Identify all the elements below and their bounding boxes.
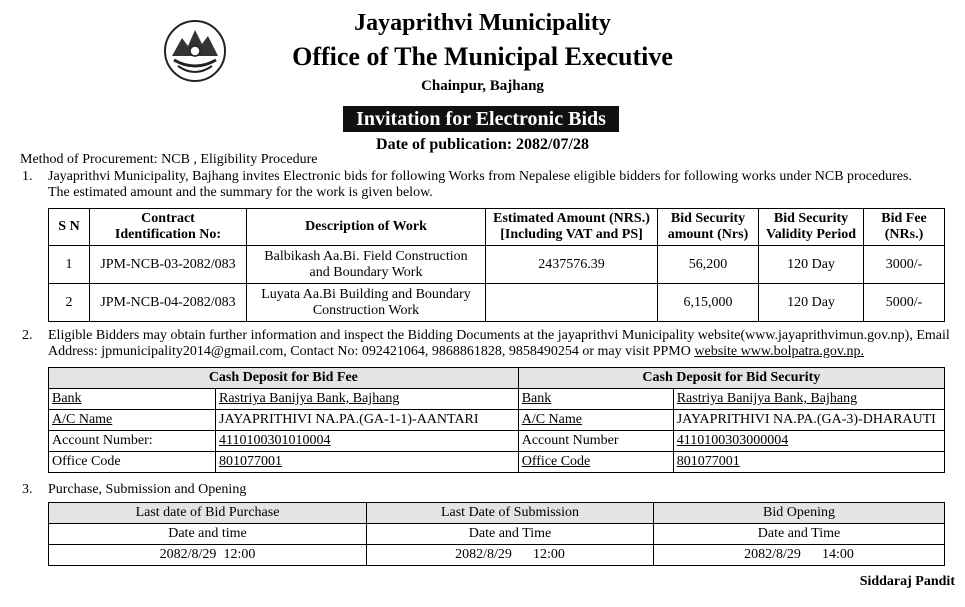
header-sn: S N <box>49 209 90 246</box>
row-description-line1: Balbikash Aa.Bi. Field Construction <box>264 248 468 264</box>
bank-deposit-table <box>48 367 945 473</box>
section1-text <box>48 169 953 201</box>
publication-date: Date of publication: 2082/07/28 <box>376 136 589 153</box>
row-security: 6,15,000 <box>658 284 759 322</box>
opening-datetime <box>654 545 945 566</box>
office-code-label: Office Code <box>518 452 673 473</box>
section2-number: 2. <box>22 328 33 343</box>
ac-name-value: JAYAPRITHIVI NA.PA.(GA-3)-DHARAUTI <box>673 410 944 431</box>
row-security: 56,200 <box>658 246 759 284</box>
section1-line2: The estimated amount and the summary for the work is given below. <box>48 185 433 200</box>
opening-time: 14:00 <box>821 547 854 562</box>
header-contract <box>90 209 247 246</box>
row-description <box>247 246 486 284</box>
bank-value: Rastriya Banijya Bank, Bajhang <box>673 389 944 410</box>
table-row <box>49 545 945 566</box>
header-description: Description of Work <box>247 209 486 246</box>
row-description-line2: Construction Work <box>312 302 420 318</box>
header-fee <box>864 209 945 246</box>
account-number-value: 4110100303000004 <box>673 431 944 452</box>
section2-line2-text: Address: jpmunicipality2014@gmail.com, Contact No: 092421064, 9868861828, 9858490254 or may visit PPMO <box>48 344 695 359</box>
row-contract-id: JPM-NCB-04-2082/083 <box>90 284 247 322</box>
table-row <box>49 284 945 322</box>
bank-header-row <box>49 368 945 389</box>
table-row <box>49 246 945 284</box>
ac-name-label: A/C Name <box>518 410 673 431</box>
ac-name-label: A/C Name <box>49 410 216 431</box>
office-code-value: 801077001 <box>216 452 519 473</box>
row-estimate: 2437576.39 <box>486 246 658 284</box>
office-code-value: 801077001 <box>673 452 944 473</box>
bid-security-deposit-title: Cash Deposit for Bid Security <box>518 368 944 389</box>
section2-text <box>48 328 953 360</box>
bid-fee-deposit-title: Cash Deposit for Bid Fee <box>49 368 519 389</box>
row-description-line1: Luyata Aa.Bi Building and Boundary <box>261 286 471 302</box>
section3-title: Purchase, Submission and Opening <box>48 482 247 497</box>
row-fee: 5000/- <box>864 284 945 322</box>
schedule-header-row <box>49 503 945 524</box>
table-row <box>49 389 945 410</box>
purchase-time: 12:00 <box>223 547 256 562</box>
row-estimate <box>486 284 658 322</box>
municipality-title: Jayaprithvi Municipality <box>354 10 611 36</box>
office-location: Chainpur, Bajhang <box>421 78 544 94</box>
schedule-subheader-row <box>49 524 945 545</box>
section2-line2 <box>48 344 953 360</box>
header-bid-purchase: Last date of Bid Purchase <box>49 503 367 524</box>
bank-value: Rastriya Banijya Bank, Bajhang <box>216 389 519 410</box>
header-contract-line1: Contract <box>141 211 195 226</box>
office-code-label: Office Code <box>49 452 216 473</box>
ac-name-value: JAYAPRITHIVI NA.PA.(GA-1-1)-AANTARI <box>216 410 519 431</box>
submission-date: 2082/8/29 <box>455 547 512 562</box>
section1-number: 1. <box>22 169 33 184</box>
header-security-line2: amount (Nrs) <box>667 227 749 242</box>
works-header-row <box>49 209 945 246</box>
header-validity <box>759 209 864 246</box>
bank-label: Bank <box>49 389 216 410</box>
account-number-label: Account Number: <box>49 431 216 452</box>
row-fee: 3000/- <box>864 246 945 284</box>
office-title: Office of The Municipal Executive <box>292 42 673 71</box>
header-submission: Last Date of Submission <box>367 503 654 524</box>
row-contract-id: JPM-NCB-03-2082/083 <box>90 246 247 284</box>
submission-datetime <box>367 545 654 566</box>
subheader-date-time: Date and Time <box>367 524 654 545</box>
header-security <box>658 209 759 246</box>
section1-line1: Jayaprithvi Municipality, Bajhang invites Electronic bids for following Works from Nepalese eligible bidders for following works under NCB procedures. <box>48 169 912 184</box>
procurement-method: Method of Procurement: NCB , Eligibility Procedure <box>20 152 318 167</box>
ppmo-website-link[interactable]: website www.bolpatra.gov.np. <box>694 344 865 359</box>
header-bid-opening: Bid Opening <box>654 503 945 524</box>
table-row <box>49 452 945 473</box>
section2-line1: Eligible Bidders may obtain further information and inspect the Bidding Documents at the jayaprithvi Municipality website(www.jayaprithvimun.gov.np), Email <box>48 328 950 343</box>
subheader-date-time: Date and Time <box>654 524 945 545</box>
schedule-table <box>48 502 945 566</box>
row-validity: 120 Day <box>759 284 864 322</box>
header-fee-line2: (NRs.) <box>884 227 924 242</box>
account-number-label: Account Number <box>518 431 673 452</box>
row-validity: 120 Day <box>759 246 864 284</box>
header-estimate-line2: [Including VAT and PS] <box>500 227 643 242</box>
row-description-line2: and Boundary Work <box>309 264 423 280</box>
bank-label: Bank <box>518 389 673 410</box>
table-row <box>49 431 945 452</box>
purchase-date: 2082/8/29 <box>159 547 217 562</box>
table-row <box>49 410 945 431</box>
submission-time: 12:00 <box>532 547 565 562</box>
header-estimate-line1: Estimated Amount (NRS.) <box>493 211 650 226</box>
row-description <box>247 284 486 322</box>
subheader-date-time: Date and time <box>49 524 367 545</box>
section3-number: 3. <box>22 482 33 497</box>
header-estimate <box>486 209 658 246</box>
header-contract-line2: Identification No: <box>114 227 222 242</box>
signatory-name: Siddaraj Pandit <box>859 574 955 589</box>
purchase-datetime <box>49 545 367 566</box>
header-security-line1: Bid Security <box>670 211 746 226</box>
row-sn: 1 <box>49 246 90 284</box>
opening-date: 2082/8/29 <box>744 547 801 562</box>
header-validity-line1: Bid Security <box>773 211 849 226</box>
invitation-banner: Invitation for Electronic Bids <box>343 106 619 132</box>
header-fee-line1: Bid Fee <box>881 211 927 226</box>
account-number-value: 4110100301010004 <box>216 431 519 452</box>
row-sn: 2 <box>49 284 90 322</box>
header-validity-line2: Validity Period <box>765 227 857 242</box>
works-table <box>48 208 945 322</box>
